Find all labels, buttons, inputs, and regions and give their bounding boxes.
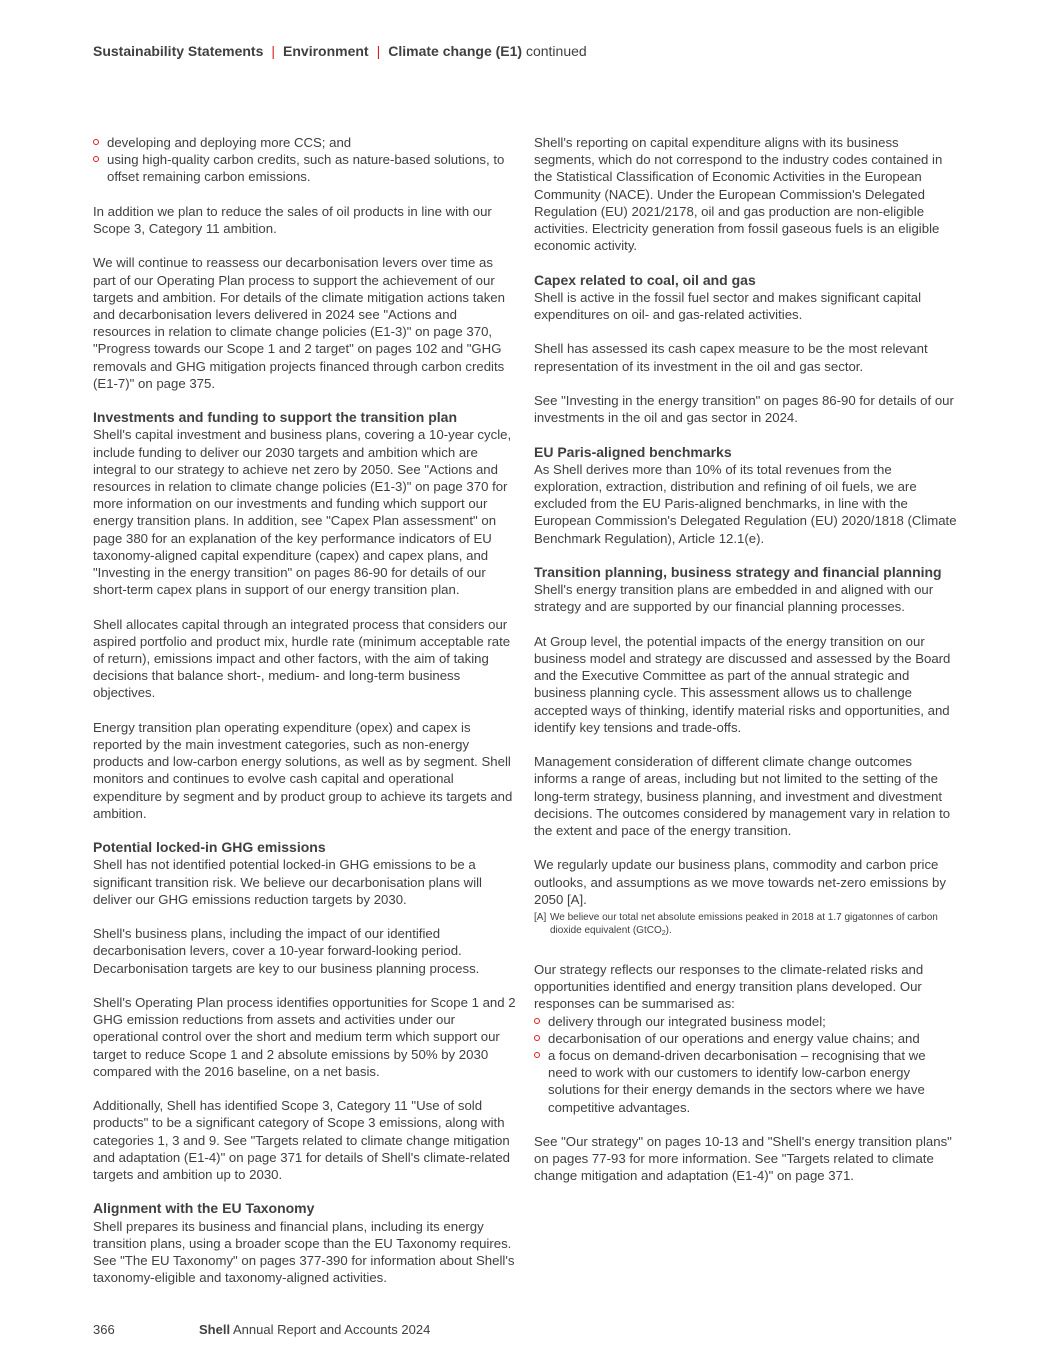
bullet-icon [534,1035,540,1041]
paragraph: Shell's Operating Plan process identifies opportunities for Scope 1 and 2 GHG emission reductions from assets and activities under our operational control over the short and medium term which support our target to reduce Scope 1 and 2 absolute emissions by 50% by 2030 compared with the 2016 baseline, on a net basis. [93,995,516,1079]
bullet-icon [534,1018,540,1024]
paragraph: Shell's capital investment and business plans, covering a 10-year cycle, include funding to deliver our 2030 targets and ambition which are integral to our strategy to achieve net zero by 2050. See "Actions and resources in relation to climate change policies (E1-3)" on page 370 for more information on our investments and funding which support our energy transition plans. In addition, see "Capex Plan assessment" on page 380 for an explanation of the key performance indicators of EU taxonomy-aligned capital expenditure (capex) and capex plans, and "Investing in the energy transition" on pages 86-90 for details of our short-term capex plans in support of our energy transition plan. [93,427,512,598]
paragraph: At Group level, the potential impacts of the energy transition on our business model and strategy are discussed and assessed by the Board and the Executive Committee as part of the annual strategic and business planning cycle. This assessment allows us to challenge accepted ways of thinking, identify material risks and opportunities, and identify key tensions and trade-offs. [534,633,951,735]
paragraph: Shell is active in the fossil fuel sector and makes significant capital expenditures on oil- and gas-related activities. [534,289,922,323]
paragraph: We regularly update our business plans, commodity and carbon price outlooks, and assumptions as we move towards net-zero emissions by 2050 [A]. [534,857,946,907]
section-heading: EU Paris-aligned benchmarks [534,443,732,460]
paragraph: Management consideration of different climate change outcomes informs a range of areas, including but not limited to the setting of the long-term strategy, business planning, and investment and divestment decisions. The outcomes considered by management vary in relation to the extent and pace of the energy transition. [534,754,951,839]
list-item: using high-quality carbon credits, such as nature-based solutions, to offset remaining carbon emissions. [93,151,517,185]
section-heading: Alignment with the EU Taxonomy [93,1200,315,1217]
left-column [93,134,517,1304]
bullet-list [534,1013,958,1116]
paragraph: See "Investing in the energy transition" on pages 86-90 for details of our investments in the oil and gas sector in 2024. [534,393,954,426]
paragraph: We will continue to reassess our decarbonisation levers over time as part of our Operating Plan process to support the achievement of our targets and ambition. For details of the climate mitigation actions taken and decarbonisation levers delivered in 2024 see "Actions and resources in relation to climate change policies (E1-3)" on page 370, "Progress towards our Scope 1 and 2 target" on pages 102 and "GHG removals and GHG mitigation projects financed through carbon credits (E1-7)" on page 375. [93,255,505,391]
bullet-icon [534,1052,540,1058]
breadcrumb-subsection: Environment [283,43,369,59]
breadcrumb-section: Sustainability Statements [93,43,264,59]
paragraph: Additionally, Shell has identified Scope 3, Category 11 "Use of sold products" to be a significant category of Scope 3 emissions, along with categories 1, 3 and 9. See "Targets related to climate change mitigation and adaptation (E1-4)" on page 371 for details of Shell's climate-related targets and ambition up to 2030. [93,1098,510,1183]
paragraph: As Shell derives more than 10% of its total revenues from the exploration, extraction, distribution and refining of oil fuels, we are excluded from the EU Paris-aligned benchmarks, in line with the European Commission's Delegated Regulation (EU) 2020/1818 (Climate Benchmark Regulation), Article 12.1(e). [534,461,957,546]
bullet-list [93,134,517,186]
right-column [534,134,958,1202]
footnote-marker: [A] [534,912,547,924]
paragraph: Shell has not identified potential locked-in GHG emissions to be a significant transition risk. We believe our decarbonisation plans will deliver our GHG emissions reduction targets by 2030. [93,857,482,907]
paragraph: Shell allocates capital through an integrated process that considers our aspired portfolio and product mix, hurdle rate (minimum acceptable rate of return), emissions impact and other factors, with the aim of taking decisions that balance short-, medium- and long-term business objectives. [93,616,511,701]
section-heading: Transition planning, business strategy and financial planning [534,564,942,580]
section-heading: Potential locked-in GHG emissions [93,839,326,856]
list-item: developing and deploying more CCS; and [93,134,517,151]
paragraph: Shell's reporting on capital expenditure aligns with its business segments, which do not correspond to the industry codes contained in the Statistical Classification of Economic Activities in the European Community (NACE). Under the European Commission's Delegated Regulation (EU) 2021/2178, oil and gas production are non-eligible activities. Electricity generation from fossil gaseous fuels is an eligible economic activity. [534,135,943,254]
paragraph: In addition we plan to reduce the sales of oil products in line with our Scope 3, Category 11 ambition. [93,203,492,236]
breadcrumb [93,42,587,60]
footer-brand [199,1322,430,1338]
paragraph: Shell's energy transition plans are embedded in and aligned with our strategy and are supported by our financial planning processes. [534,582,934,615]
report-title: Annual Report and Accounts 2024 [232,1322,431,1337]
continued-label: continued [525,43,587,59]
page-number: 366 [93,1322,115,1337]
bullet-icon [93,156,99,162]
paragraph: Shell's business plans, including the impact of our identified decarbonisation levers, cover a 10-year forward-looking period. Decarbonisation targets are key to our business planning process. [93,926,480,976]
footnote [534,912,958,940]
paragraph: Our strategy reflects our responses to the climate-related risks and opportunities identified and energy transition plans developed. Our responses can be summarised as: [534,962,924,1012]
footnote-text: We believe our total net absolute emissions peaked in 2018 at 1.7 gigatonnes of carbon dioxide equivalent (GtCO$_2$). [550,912,938,937]
paragraph: Energy transition plan operating expenditure (opex) and capex is reported by the main investment categories, such as non-energy products and low-carbon energy solutions, as well as by segment. Shell monitors and continues to evolve cash capital and operational expenditure by segment and by product group to achieve its targets and ambition. [93,719,513,821]
breadcrumb-separator: | [376,43,381,59]
paragraph: Shell has assessed its cash capex measure to be the most relevant representation of its investment in the oil and gas sector. [534,341,928,374]
list-item: a focus on demand-driven decarbonisation – recognising that we need to work with our customers to identify low-carbon energy solutions for their energy demands in the sectors where we have competitive advantages. [534,1047,958,1116]
section-heading: Capex related to coal, oil and gas [534,271,756,288]
paragraph: Shell prepares its business and financial plans, including its energy transition plans, using a broader scope than the EU Taxonomy requires. See "The EU Taxonomy" on pages 377-390 for information about Shell's taxonomy-eligible and taxonomy-aligned activities. [93,1218,515,1286]
section-heading: Investments and funding to support the transition plan [93,409,457,426]
list-item: delivery through our integrated business model; [534,1013,958,1030]
bullet-icon [93,139,99,145]
paragraph: See "Our strategy" on pages 10-13 and "Shell's energy transition plans" on pages 77-93 for more information. See "Targets related to climate change mitigation and adaptation (E1-4)" on page 371. [534,1134,952,1184]
brand-name: Shell [199,1322,231,1337]
list-item: decarbonisation of our operations and energy value chains; and [534,1030,958,1047]
breadcrumb-separator: | [271,43,276,59]
breadcrumb-topic: Climate change (E1) [388,43,523,59]
